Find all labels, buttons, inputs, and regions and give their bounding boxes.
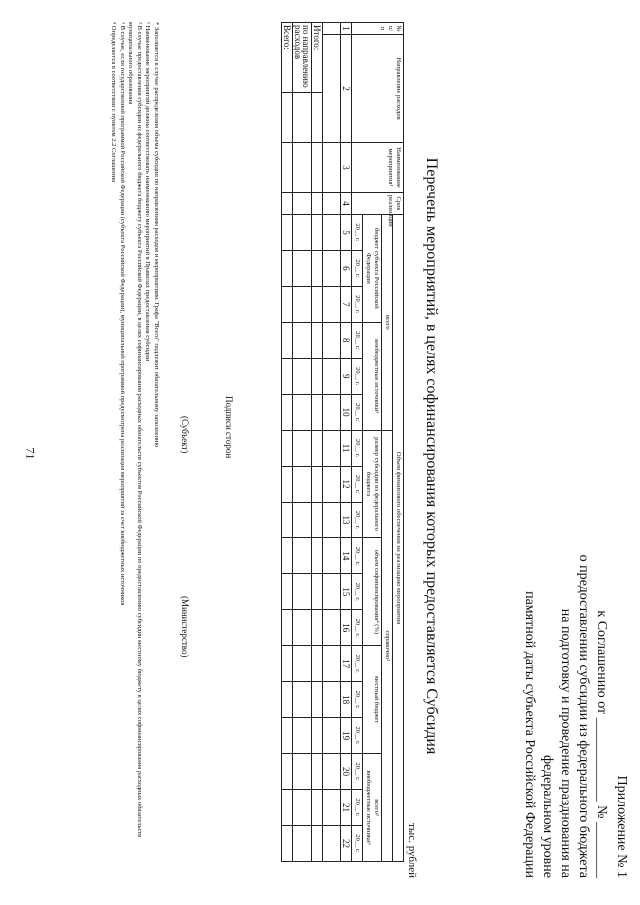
col-number: 8 — [341, 322, 352, 358]
appendix-title: Приложение № 1 — [614, 775, 629, 878]
header-subject-budget: бюджет субъекта Российской Федерации — [363, 215, 382, 323]
column-numbers-row — [341, 23, 352, 862]
col-number: 9 — [341, 358, 352, 394]
footnote: ¹ Наименование мероприятий должны соответствовать наименованию мероприятий в Правилах предоставления субсидии — [144, 22, 152, 362]
header-total: всего — [382, 215, 393, 431]
col-number: 6 — [341, 250, 352, 286]
col-number: 16 — [341, 610, 352, 646]
col-number: 21 — [341, 790, 352, 826]
table-row-all — [282, 23, 293, 862]
header-line-2: о предоставлении субсидии из федерального бюджета — [576, 554, 591, 878]
table-row-total — [312, 23, 323, 862]
header-fed-subsidy: размер субсидии из федерального бюджета — [363, 430, 382, 538]
year-cell: 20__ г. — [352, 394, 363, 430]
col-number: 22 — [341, 825, 352, 861]
year-cell: 20__ г. — [352, 718, 363, 754]
year-cell: 20__ г. — [352, 682, 363, 718]
year-cell: 20__ г. — [352, 825, 363, 861]
page-number: 71 — [23, 447, 38, 460]
header-direction: Направление расходов — [352, 35, 404, 143]
unit-label: тыс. рублей — [406, 823, 418, 878]
rotated-page — [20, 16, 630, 896]
col-number: 4 — [341, 193, 352, 215]
table-row-by-direction — [293, 23, 312, 862]
all-label: Всего: — [282, 23, 293, 93]
total-label: Итого: — [312, 23, 323, 93]
footnotes — [109, 22, 160, 882]
footnote: ² В случае предоставления субсидии из федерального бюджета бюджету субъекта Российской Федерации, в целях софинансирования расходных обязательств субъектов Российской Федерации по предоставлению субсидии местному бюджету в целях софинансирования расходных обязательств муниципального образования — [127, 22, 143, 838]
col-number: 11 — [341, 430, 352, 466]
year-cell: 20__ г. — [352, 646, 363, 682]
signature-right: (Министерство) — [180, 596, 190, 658]
col-number: 10 — [341, 394, 352, 430]
header-line-4: памятной даты субъекта Российской Федерации — [522, 591, 537, 878]
document-title: Перечень мероприятий, в целях софинансирования которых предоставляется Субсидия — [423, 157, 440, 755]
header-volume: Объем финансового обеспечения на реализацию мероприятия — [393, 215, 404, 862]
col-number: 14 — [341, 538, 352, 574]
col-number: 7 — [341, 286, 352, 322]
events-table — [281, 22, 404, 862]
appendix-header — [520, 538, 630, 878]
table-row-empty — [323, 23, 341, 862]
header-reference: справочно² — [382, 430, 393, 861]
agreement-line: к Соглашению от ____________ № ________ — [594, 610, 609, 878]
year-cell: 20__ г. — [352, 466, 363, 502]
col-number: 15 — [341, 574, 352, 610]
header-local-budget: местный бюджет — [363, 646, 382, 754]
col-number: 1 — [341, 23, 352, 35]
events-table-wrapper — [281, 22, 404, 862]
header-term: Срок реализации — [352, 193, 404, 215]
footnote: ³ В случае, если государственной программой Российской Федерации (субъекта Российской Федерации), муниципальной программой предусмотрена реализация мероприятий за счет внебюджетных источников — [119, 22, 126, 606]
year-cell: 20__ г. — [352, 502, 363, 538]
col-number: 13 — [341, 502, 352, 538]
col-number: 2 — [341, 35, 352, 143]
col-number: 12 — [341, 466, 352, 502]
year-cell: 20__ г. — [352, 538, 363, 574]
year-cell: 20__ г. — [352, 610, 363, 646]
col-number: 17 — [341, 646, 352, 682]
year-cell: 20__ г. — [352, 215, 363, 251]
year-cell: 20__ г. — [352, 430, 363, 466]
year-cell: 20__ г. — [352, 790, 363, 826]
year-cell: 20__ г. — [352, 322, 363, 358]
header-cofin-share: объем софинансирования⁴ (%) — [363, 538, 382, 646]
table-header-row-1 — [393, 23, 404, 862]
col-number: 20 — [341, 754, 352, 790]
header-no: № п/п — [352, 23, 404, 35]
header-local-extrabudget: всего³ внебюджетные источники³ — [363, 754, 382, 862]
col-number: 18 — [341, 682, 352, 718]
col-number: 19 — [341, 718, 352, 754]
year-cell: 20__ г. — [352, 574, 363, 610]
year-cell: 20__ г. — [352, 286, 363, 322]
year-cell: 20__ г. — [352, 754, 363, 790]
col-number: 5 — [341, 215, 352, 251]
header-extrabudget: внебюджетные источники³ — [363, 322, 382, 430]
col-number: 3 — [341, 143, 352, 193]
signatures-title: Подписи сторон — [224, 396, 234, 459]
year-cell: 20__ г. — [352, 250, 363, 286]
signature-left: (Субъект) — [180, 416, 190, 454]
header-event: Наименование мероприятия¹ — [352, 143, 404, 193]
by-direction-label: по направлению расходов — [293, 23, 312, 93]
footnote: ⁴ Определяется в соответствии с пунктом 2.2 Соглашения — [110, 22, 118, 182]
year-cell: 20__ г. — [352, 358, 363, 394]
header-line-3: на подготовку и проведение празднования на федеральном уровне — [540, 608, 573, 878]
footnote: * Заполняется в случае распределения объема субсидии по направлениям расходов и мероприятиям. Графа "Всего" подлежит обязательному заполнению — [153, 22, 160, 448]
